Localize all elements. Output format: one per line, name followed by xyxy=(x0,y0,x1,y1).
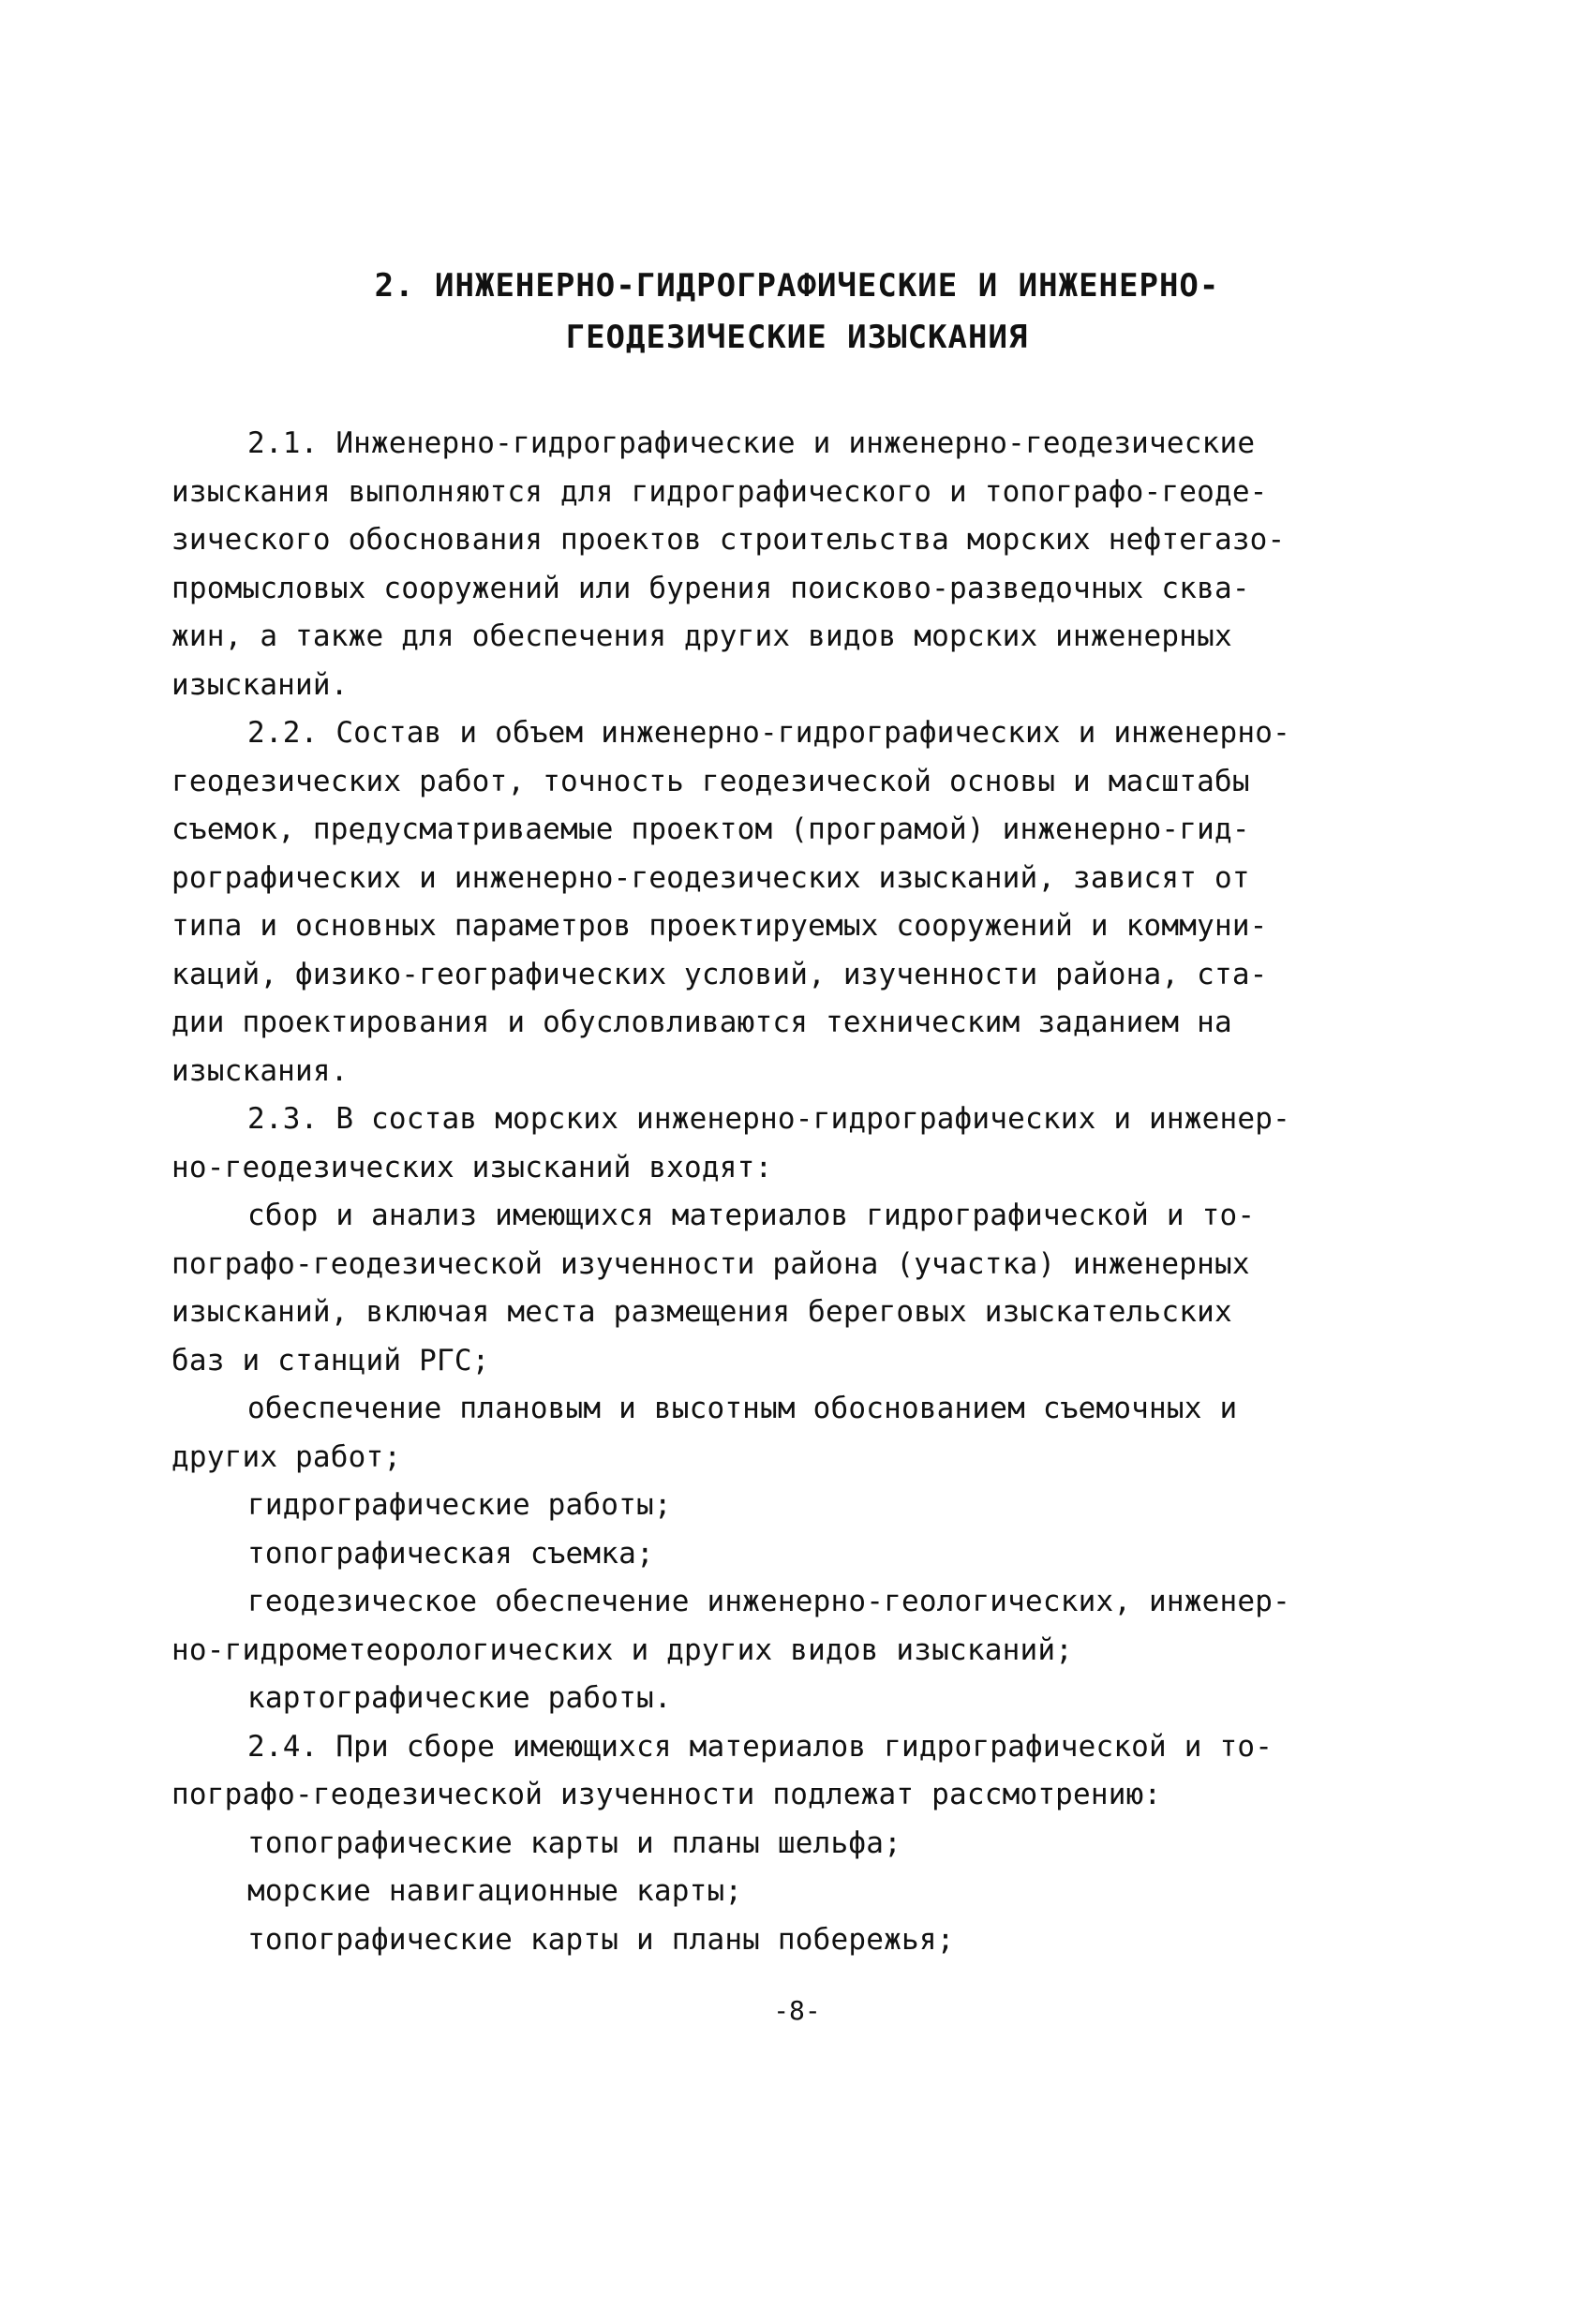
text-line: рографических и инженерно-геодезических изысканий, зависят от xyxy=(171,860,1250,895)
text-line: топографические карты и планы шельфа; xyxy=(247,1825,901,1860)
section-heading-line-2: ГЕОДЕЗИЧЕСКИЕ ИЗЫСКАНИЯ xyxy=(565,319,1029,356)
text-line: топографические карты и планы побережья; xyxy=(247,1922,955,1957)
text-line: но-геодезических изысканий входят: xyxy=(171,1150,773,1184)
text-line: но-гидрометеорологических и других видов изысканий; xyxy=(171,1632,1074,1667)
text-line: морские навигационные карты; xyxy=(247,1874,743,1908)
text-line: съемок, предусматриваемые проектом (програмой) инженерно-гид- xyxy=(171,812,1250,846)
text-line: геодезических работ, точность геодезической основы и масштабы xyxy=(171,764,1250,798)
page-number: -8- xyxy=(773,1995,821,2026)
text-line: топографическая съемка; xyxy=(247,1536,654,1571)
text-line: дии проектирования и обусловливаются техническим заданием на xyxy=(171,1006,1232,1039)
text-line: изыскания. xyxy=(171,1053,349,1088)
body-text xyxy=(171,420,1446,1964)
text-line: других работ; xyxy=(171,1439,402,1474)
text-line: изысканий. xyxy=(171,667,349,702)
text-line: пографо-геодезической изученности района (участка) инженерных xyxy=(171,1246,1250,1281)
text-line: каций, физико-географических условий, изученности района, ста- xyxy=(171,957,1268,991)
text-line: 2.4. При сборе имеющихся материалов гидрографической и то- xyxy=(247,1729,1274,1764)
text-line: типа и основных параметров проектируемых сооружений и коммуни- xyxy=(171,909,1268,943)
text-line: изысканий, включая места размещения береговых изыскательских xyxy=(171,1295,1232,1329)
text-line: картографические работы. xyxy=(247,1681,672,1715)
text-line: сбор и анализ имеющихся материалов гидрографической и то- xyxy=(247,1199,1256,1232)
text-line: зического обоснования проектов строительства морских нефтегазо- xyxy=(171,523,1286,557)
text-line: изыскания выполняются для гидрографического и топографо-геоде- xyxy=(171,474,1268,509)
text-line: геодезическое обеспечение инженерно-геологических, инженер- xyxy=(247,1585,1290,1618)
text-line: жин, а также для обеспечения других видов морских инженерных xyxy=(171,619,1232,653)
section-heading-line-1: 2. ИНЖЕНЕРНО-ГИДРОГРАФИЧЕСКИЕ И ИНЖЕНЕРНО- xyxy=(374,267,1220,305)
text-line: гидрографические работы; xyxy=(247,1488,672,1522)
text-line: обеспечение плановым и высотным обоснованием съемочных и xyxy=(247,1392,1238,1425)
text-line: промысловых сооружений или бурения поисково-разведочных сква- xyxy=(171,571,1250,605)
text-line: 2.1. Инженерно-гидрографические и инженерно-геодезические xyxy=(247,426,1256,460)
text-line: 2.3. В состав морских инженерно-гидрографических и инженер- xyxy=(247,1102,1290,1136)
text-line: 2.2. Состав и объем инженерно-гидрографических и инженерно- xyxy=(247,716,1290,750)
text-line: пографо-геодезической изученности подлежат рассмотрению: xyxy=(171,1778,1162,1811)
text-line: баз и станций РГС; xyxy=(171,1343,490,1378)
